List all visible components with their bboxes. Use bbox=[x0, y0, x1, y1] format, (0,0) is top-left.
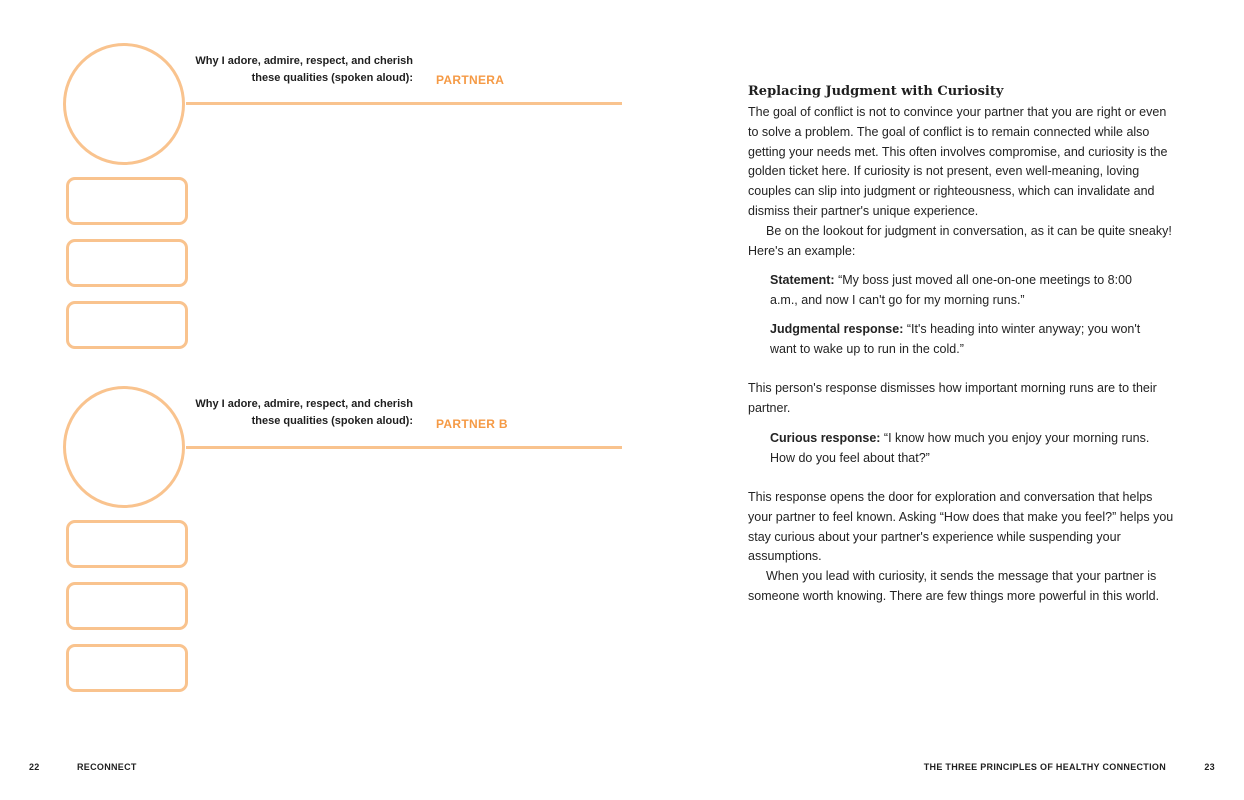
partner-b-quality-box-2[interactable] bbox=[66, 582, 188, 630]
statement-text: “My boss just moved all one-on-one meetings to 8:00 a.m., and now I can't go for my morning runs.” bbox=[770, 273, 1132, 307]
paragraph-2: Be on the lookout for judgment in conversation, as it can be quite sneaky! Here's an example: bbox=[748, 223, 1172, 258]
right-running-head: THE THREE PRINCIPLES OF HEALTHY CONNECTION bbox=[923, 762, 1166, 772]
partner-a-quality-box-3[interactable] bbox=[66, 301, 188, 349]
paragraph-3-block bbox=[748, 379, 1178, 419]
example-curious bbox=[770, 429, 1160, 469]
partner-b-photo-circle bbox=[63, 386, 185, 508]
curious-label: Curious response: bbox=[770, 431, 881, 445]
body-text-upper bbox=[748, 103, 1178, 261]
curious-text: “I know how much you enjoy your morning runs. How do you feel about that?” bbox=[770, 431, 1150, 465]
partner-a-quality-box-1[interactable] bbox=[66, 177, 188, 225]
partner-a-prompt bbox=[193, 53, 413, 87]
partner-b-label: PARTNER B bbox=[436, 417, 508, 431]
statement-label: Statement: bbox=[770, 273, 835, 287]
partner-a-label: PARTNERA bbox=[436, 73, 505, 87]
paragraph-3: This person's response dismisses how important morning runs are to their partner. bbox=[748, 381, 1157, 415]
partner-b-prompt bbox=[193, 396, 413, 430]
partner-a-photo-circle bbox=[63, 43, 185, 165]
example-statement bbox=[770, 271, 1160, 311]
paragraph-1: The goal of conflict is not to convince your partner that you are right or even to solve a problem. The goal of conflict is to remain connected while also getting your needs met. This often involves compromise, and curiosity is the golden ticket here. If curiosity is not present, even well-meaning, loving couples can slip into judgment or righteousness, which can invalidate and dismiss their partner's unique experience. bbox=[748, 105, 1168, 218]
partner-b-prompt-line1: Why I adore, admire, respect, and cherish bbox=[195, 398, 413, 410]
paragraph-4: This response opens the door for exploration and conversation that helps your partner to feel known. Asking “How does that make you feel?” helps you stay curious about your partner's experience while suspending your assumptions. bbox=[748, 490, 1174, 564]
judgmental-label: Judgmental response: bbox=[770, 322, 904, 336]
judgmental-text: “It's heading into winter anyway; you won't want to wake up to run in the cold.” bbox=[770, 322, 1141, 356]
partner-a-quality-box-2[interactable] bbox=[66, 239, 188, 287]
example-judgmental bbox=[770, 320, 1160, 360]
partner-b-quality-box-3[interactable] bbox=[66, 644, 188, 692]
partner-a-prompt-line1: Why I adore, admire, respect, and cherish bbox=[195, 55, 413, 67]
partner-a-prompt-line2: these qualities (spoken aloud): bbox=[251, 72, 413, 84]
right-page-number: 23 bbox=[1204, 762, 1215, 772]
partner-b-write-line bbox=[186, 446, 622, 449]
section-heading: Replacing Judgment with Curiosity bbox=[748, 84, 1004, 99]
left-page-number: 22 bbox=[29, 762, 40, 772]
paragraph-5: When you lead with curiosity, it sends the message that your partner is someone worth knowing. There are few things more powerful in this world. bbox=[748, 569, 1160, 603]
left-running-head: RECONNECT bbox=[77, 762, 137, 772]
body-text-lower bbox=[748, 488, 1178, 607]
partner-a-write-line bbox=[186, 102, 622, 105]
partner-b-quality-box-1[interactable] bbox=[66, 520, 188, 568]
partner-b-prompt-line2: these qualities (spoken aloud): bbox=[251, 415, 413, 427]
